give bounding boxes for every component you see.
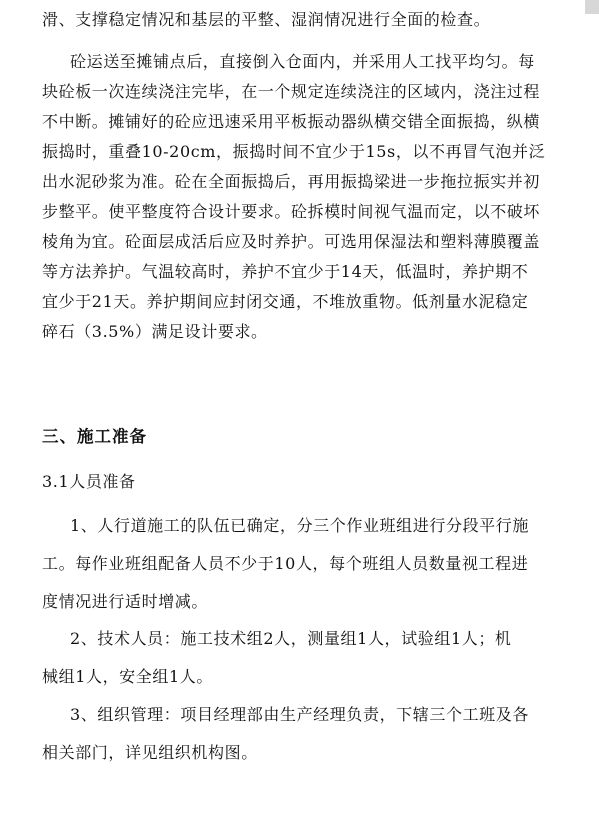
paragraph-line: 棱角为宜。砼面层成活后应及时养护。可选用保湿法和塑料薄膜覆盖 [42, 232, 541, 251]
paragraph-line [42, 351, 562, 373]
paragraph-line: 步整平。使平整度符合设计要求。砼拆模时间视气温而定，以不破坏 [42, 202, 541, 221]
paragraph-line: 出水泥砂浆为准。砼在全面振捣后，再用振捣梁进一步拖拉振实并初 [42, 172, 541, 191]
paragraph-line: 2、技术人员：施工技术组2人，测量组1人，试验组1人；机 [70, 629, 512, 648]
paragraph-line: 不中断。摊铺好的砼应迅速采用平板振动器纵横交错全面振捣，纵横 [42, 112, 541, 131]
paragraph-line: 宜少于21天。养护期间应封闭交通，不堆放重物。低剂量水泥稳定 [42, 292, 529, 311]
paragraph-line: 工。每作业班组配备人员不少于10人，每个班组人员数量视工程进 [42, 554, 529, 573]
paragraph-line: 1、人行道施工的队伍已确定，分三个作业班组进行分段平行施 [70, 516, 529, 535]
paragraph-line: 振捣时，重叠10-20cm，振捣时间不宜少于15s，以不再冒气泡并泛 [42, 142, 546, 161]
paragraph-line: 块砼板一次连续浇注完毕，在一个规定连续浇注的区域内，浇注过程 [42, 82, 541, 101]
section-heading: 三、施工准备 [42, 427, 147, 446]
paragraph-line: 相关部门，详见组织机构图。 [42, 743, 258, 762]
scrollbar-corner [585, 0, 599, 14]
paragraph-line: 3、组织管理：项目经理部由生产经理负责，下辖三个工班及各 [70, 705, 529, 724]
paragraph-line: 碎石（3.5%）满足设计要求。 [42, 322, 268, 341]
paragraph-line [42, 381, 562, 403]
subsection-heading: 3.1人员准备 [42, 472, 136, 491]
paragraph-line: 滑、支撑稳定情况和基层的平整、湿润情况进行全面的检查。 [42, 10, 491, 29]
paragraph-line: 度情况进行适时增减。 [42, 592, 209, 611]
paragraph-line: 械组1人，安全组1人。 [42, 667, 213, 686]
paragraph-line: 等方法养护。气温较高时，养护不宜少于14天，低温时，养护期不 [42, 262, 529, 281]
paragraph-line: 砼运送至摊铺点后，直接倒入仓面内，并采用人工找平均匀。每 [70, 52, 535, 71]
